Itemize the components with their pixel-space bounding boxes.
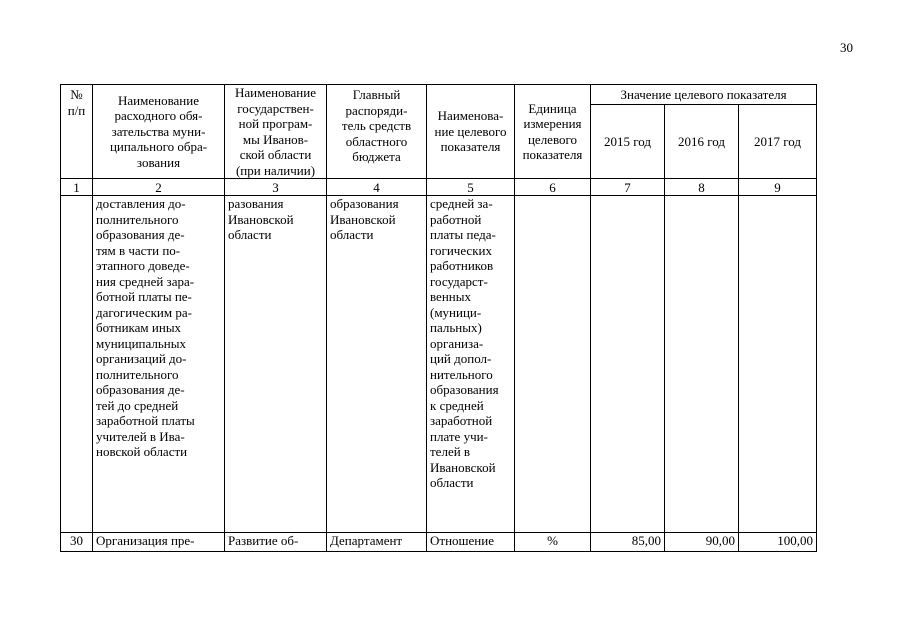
- header-cell-unit: Единица измерения целевого показателя: [515, 85, 591, 179]
- header-cell-year-2016: 2016 год: [665, 105, 739, 179]
- table-cell-value-2015: [591, 196, 665, 533]
- table-header-row: [61, 85, 817, 105]
- header-cell-state-program: Наименование государствен- ной програм- мы Иванов- ской области (при наличии): [225, 85, 327, 179]
- table-cell-state-program: Развитие об-: [225, 533, 327, 552]
- page-number: 30: [840, 40, 853, 55]
- column-number-cell: 1: [61, 179, 93, 196]
- table-cell-chief-administrator: Департамент: [327, 533, 427, 552]
- table-cell-number: 30: [61, 533, 93, 552]
- table-row-continuation: [61, 196, 817, 533]
- header-cell-chief-administrator: Главный распоряди- тель средств областного бюджета: [327, 85, 427, 179]
- table-cell-unit: [515, 196, 591, 533]
- table-cell-value-2016: [665, 196, 739, 533]
- header-cell-expenditure-obligation: Наименование расходного обя- зательства муни- ципального обра- зования: [93, 85, 225, 179]
- table-cell-value-2016: 90,00: [665, 533, 739, 552]
- header-cell-number: № п/п: [61, 85, 93, 179]
- column-number-cell: 3: [225, 179, 327, 196]
- column-number-cell: 4: [327, 179, 427, 196]
- header-cell-year-2017: 2017 год: [739, 105, 817, 179]
- table-cell-indicator-name: Отношение: [427, 533, 515, 552]
- header-cell-target-value-group: Значение целевого показателя: [591, 85, 817, 105]
- column-number-cell: 9: [739, 179, 817, 196]
- column-number-cell: 7: [591, 179, 665, 196]
- target-indicators-table: [60, 84, 817, 552]
- table-cell-expenditure-obligation: доставления до- полнительного образования де- тям в части по- этапного доведе- ния средней зара- ботной платы пе- дагогическим ра- ботникам иных муниципальных организаций до- полнительного образования де- тей до средней заработной платы учителей в Ива- новской области: [93, 196, 225, 533]
- header-cell-indicator-name: Наименова- ние целевого показателя: [427, 85, 515, 179]
- table-cell-chief-administrator: образования Ивановской области: [327, 196, 427, 533]
- table-cell-unit: %: [515, 533, 591, 552]
- table-cell-value-2015: 85,00: [591, 533, 665, 552]
- table-cell-indicator-name: средней за- работной платы педа- гогических работников государст- венных (муници- пальных) организа- ций допол- нительного образования к средней заработной плате учи- телей в Ивановской области: [427, 196, 515, 533]
- column-number-cell: 8: [665, 179, 739, 196]
- table-cell-value-2017: [739, 196, 817, 533]
- column-number-row: [61, 179, 817, 196]
- column-number-cell: 6: [515, 179, 591, 196]
- table-cell-state-program: разования Ивановской области: [225, 196, 327, 533]
- table-cell-value-2017: 100,00: [739, 533, 817, 552]
- table-cell: [61, 196, 93, 533]
- column-number-cell: 2: [93, 179, 225, 196]
- table-cell-expenditure-obligation: Организация пре-: [93, 533, 225, 552]
- table-row-30: [61, 533, 817, 552]
- header-cell-year-2015: 2015 год: [591, 105, 665, 179]
- column-number-cell: 5: [427, 179, 515, 196]
